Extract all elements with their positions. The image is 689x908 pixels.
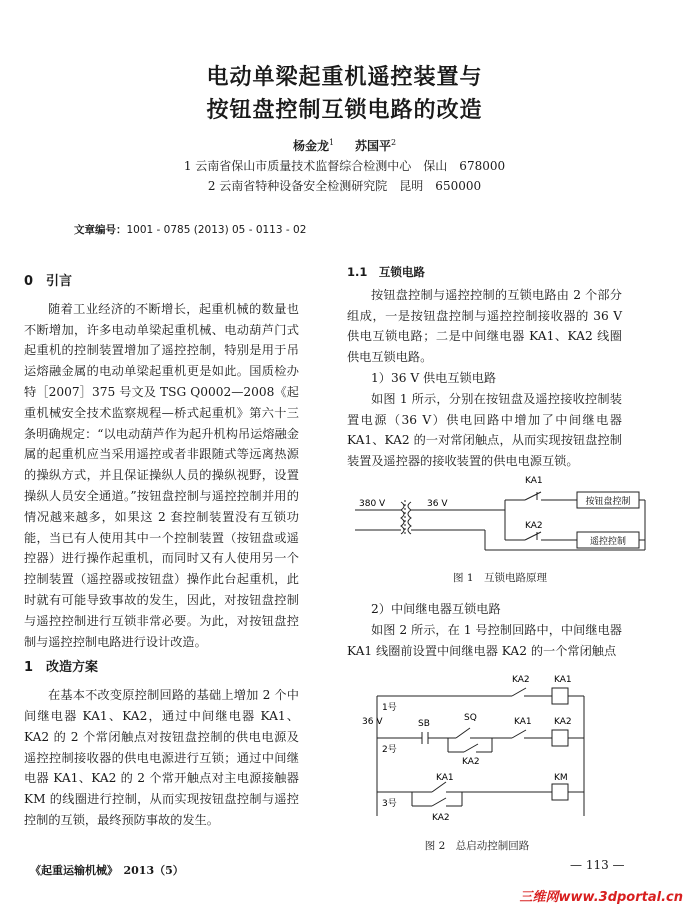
journal-footer: 《起重运输机械》 2013（5） bbox=[30, 864, 184, 877]
fig2-label-sb: SB bbox=[418, 719, 430, 729]
fig2-label-row2: 2号 bbox=[382, 745, 397, 755]
section-1-1-heading: 1.1 互锁电路 bbox=[347, 265, 425, 279]
fig1-box-button-panel: 按钮盘控制 bbox=[585, 497, 631, 507]
fig2-label-ka2-coil: KA2 bbox=[554, 717, 572, 727]
fig2-label-ka1-mid: KA1 bbox=[514, 717, 532, 727]
article-number-value: 1001 - 0785 (2013) 05 - 0113 - 02 bbox=[126, 224, 307, 236]
authors bbox=[0, 137, 689, 154]
figure-2-circuit bbox=[352, 666, 602, 828]
author-1: 杨金龙 bbox=[292, 139, 329, 153]
section-0-heading: 0 引言 bbox=[24, 274, 73, 289]
affiliation-1: 1 云南省保山市质量技术监督综合检测中心 保山 678000 bbox=[183, 159, 506, 173]
fig1-label-36v: 36 V bbox=[427, 499, 448, 509]
article-number bbox=[74, 222, 306, 237]
item-1-heading: 1）36 V 供电互锁电路 bbox=[371, 370, 497, 385]
section-1-heading: 1 改造方案 bbox=[24, 660, 99, 676]
fig2-label-ka2-row3: KA2 bbox=[432, 813, 450, 823]
fig2-label-ka1-row3: KA1 bbox=[436, 773, 454, 783]
fig1-label-ka2: KA2 bbox=[525, 521, 543, 531]
item-1-paragraph: 如图 1 所示，分别在按钮盘及遥控接收控制装置电源（36 V）供电回路中增加了中间继电器 KA1、KA2 的一对常闭触点，从而实现按钮盘控制装置及遥控器的接收装置的供电电源互锁。 bbox=[347, 391, 622, 469]
section-0-paragraph: 随着工业经济的不断增长，起重机械的数量也不断增加，许多电动单梁起重机械、电动葫芦门式起重机的控制装置增加了遥控控制，特别是用于吊运熔融金属的电动单梁起重机更是如此。国质检办特［2007］375 号文及 TSG Q0002—2008《起重机械安全技术监察规程—桥式起重机》第六十三条明确规定：“以电动葫芦作为起升机构吊运熔融金属的起重机应当采用遥控或者非跟随式等远离热源的操纵方式，并且保证操纵人员的操纵视野，设置操纵人员安全通道。”按钮盘控制与遥控控制并用的情况越来越多，如果这 2 套控制装置没有互锁功能，当已有人使用其中一个控制装置（按钮盘或遥控器）进行操作起重机，而同时又有人使用另一个控制装置（遥控器或按钮盘）操作此台起重机，此时就有可能导致事故的发生，因此，对按钮盘控制与遥控控制进行互锁非常必要。为此，对按钮盘控制与遥控控制电路进行设计改造。 bbox=[24, 301, 299, 649]
article-number-label: 文章编号： bbox=[74, 224, 127, 236]
author-2: 苏国平 bbox=[354, 139, 391, 153]
author-2-affil: 2 bbox=[390, 138, 397, 147]
fig1-box-remote: 遥控控制 bbox=[589, 537, 627, 547]
fig1-label-ka1: KA1 bbox=[525, 476, 543, 486]
author-1-affil: 1 bbox=[328, 138, 335, 147]
fig1-label-380v: 380 V bbox=[359, 499, 386, 509]
fig2-label-row1: 1号 bbox=[382, 703, 397, 713]
right-column-top bbox=[347, 262, 622, 472]
fig2-label-km: KM bbox=[554, 773, 568, 783]
figure-2-caption: 图 2 总启动控制回路 bbox=[424, 840, 530, 852]
figure-1-circuit bbox=[345, 470, 655, 565]
paper-title-line2: 按钮盘控制互锁电路的改造 bbox=[206, 98, 483, 123]
section-1-1-paragraph: 按钮盘控制与遥控控制的互锁电路由 2 个部分组成，一是按钮盘控制与遥控控制接收器的 36 V 供电互锁电路；二是中间继电器 KA1、KA2 线圈供电互锁电路。 bbox=[347, 287, 622, 365]
item-2-paragraph: 如图 2 所示，在 1 号控制回路中，中间继电器 KA1 线圈前设置中间继电器 KA2 的一个常闭触点 bbox=[347, 622, 622, 658]
fig2-label-ka1-coil: KA1 bbox=[554, 675, 572, 685]
paper-title-line1: 电动单梁起重机遥控装置与 bbox=[206, 65, 483, 90]
fig2-label-36v: 36 V bbox=[362, 717, 383, 727]
affiliation-2: 2 云南省特种设备安全检测研究院 昆明 650000 bbox=[207, 179, 482, 193]
right-column-middle bbox=[347, 599, 622, 661]
fig2-label-row3: 3号 bbox=[382, 799, 397, 809]
watermark: 三维网www.3dportal.cn bbox=[519, 890, 683, 905]
figure-1-caption: 图 1 互锁电路原理 bbox=[452, 572, 548, 584]
section-1-paragraph: 在基本不改变原控制回路的基础上增加 2 个中间继电器 KA1、KA2，通过中间继电器 KA1、KA2 的 2 个常闭触点对按钮盘控制的供电电源及遥控控制接收器的供电电源进行互锁；通过中间继电器 KA1、KA2 的 2 个常开触点对主电源接触器 KM 的线圈进行控制，从而实现按钮盘控制与遥控控制的互锁，最终预防事故的发生。 bbox=[24, 688, 299, 827]
fig2-label-ka2-parallel: KA2 bbox=[462, 757, 480, 767]
item-2-heading: 2）中间继电器互锁电路 bbox=[371, 602, 501, 616]
fig2-label-sq: SQ bbox=[464, 713, 477, 723]
left-column bbox=[24, 272, 299, 831]
fig2-label-ka2-top: KA2 bbox=[512, 675, 530, 685]
page-number: — 113 — bbox=[570, 858, 625, 872]
